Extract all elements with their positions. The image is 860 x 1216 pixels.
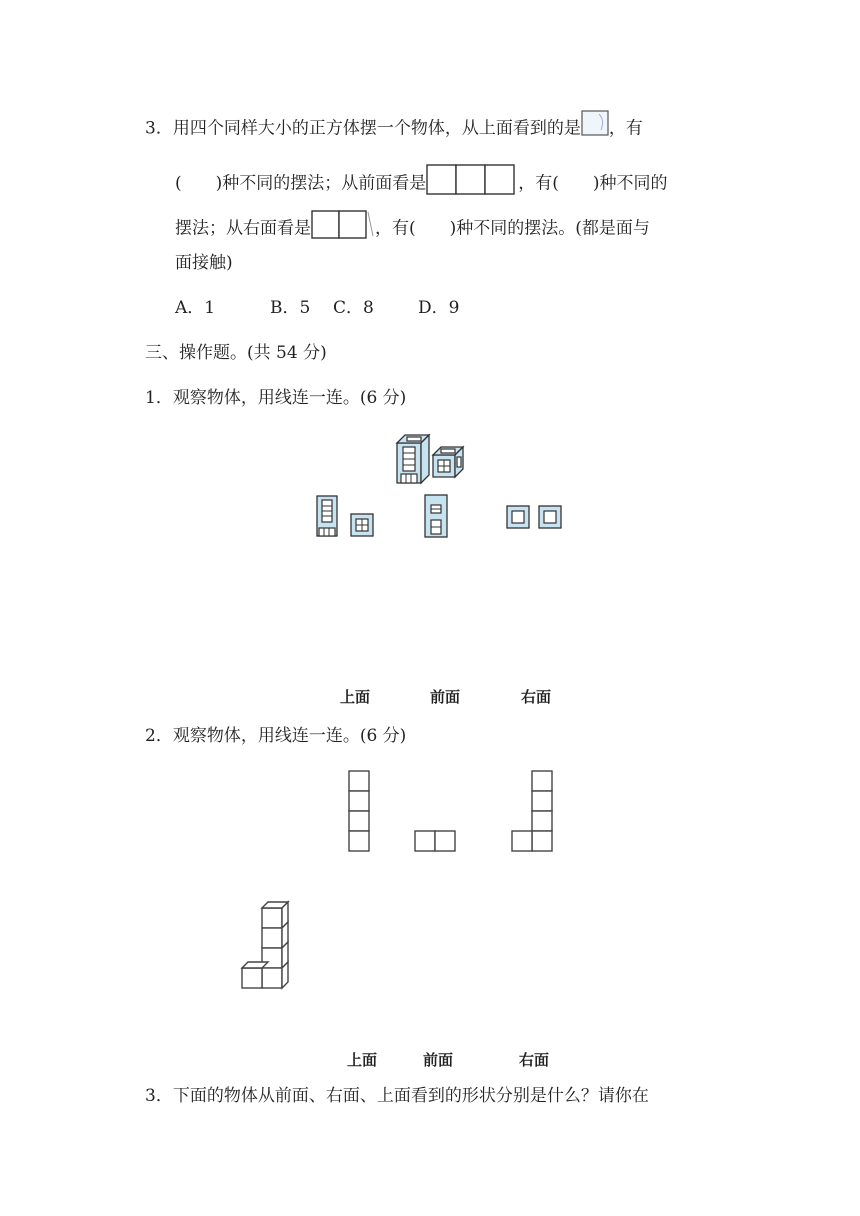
q3-line3-text-b: ，有( )种不同的摆法。(都是面与 [375,218,650,239]
op1-label-right: 右面 [521,688,552,706]
q3-line2 [175,168,668,200]
buildings-3d-icon [393,431,473,487]
view-vertical-four-squares-icon [348,770,374,854]
op1-question-text: 1．观察物体，用线连一连。(6 分) [145,388,407,408]
q3-line1-text-a: 3．用四个同样大小的正方体摆一个物体，从上面看到的是 [145,118,581,139]
stacked-cubes-3d-icon [238,898,298,990]
view-option-1-icon [315,494,379,538]
op1-label-top: 上面 [340,688,371,706]
q3-option-d: D．9 [418,298,460,318]
q3-line3 [175,214,650,244]
op3-question-text: 3．下面的物体从前面、右面、上面看到的形状分别是什么？请你在 [145,1086,649,1106]
op2-label-right: 右面 [519,1051,550,1069]
view-option-3-icon [505,504,565,530]
q3-line2-text-a: ( )种不同的摆法；从前面看是 [175,173,427,194]
q3-option-c: C．8 [333,298,374,318]
q3-line4: 面接触) [175,253,233,273]
view-option-2-icon [423,493,449,539]
view-l-shape-icon [511,770,557,854]
q3-line2-text-b: ，有( )种不同的 [518,173,668,194]
front-view-three-squares-icon [426,164,518,196]
view-two-squares-icon [414,830,460,854]
op2-question-text: 2．观察物体，用线连一连。(6 分) [145,726,407,746]
op2-label-front: 前面 [423,1051,454,1069]
q3-line1 [145,116,643,142]
q3-line3-text-a: 摆法；从右面看是 [175,218,311,239]
q3-line1-text-b: ，有 [608,118,643,139]
right-view-two-squares-icon [311,210,375,240]
op2-label-top: 上面 [347,1051,378,1069]
q3-option-b: B．5 [270,298,311,318]
section-3-title: 三、操作题。(共 54 分) [145,343,327,363]
top-view-square-icon [581,110,609,136]
op1-label-front: 前面 [430,688,461,706]
q3-option-a: A．1 [175,298,216,318]
